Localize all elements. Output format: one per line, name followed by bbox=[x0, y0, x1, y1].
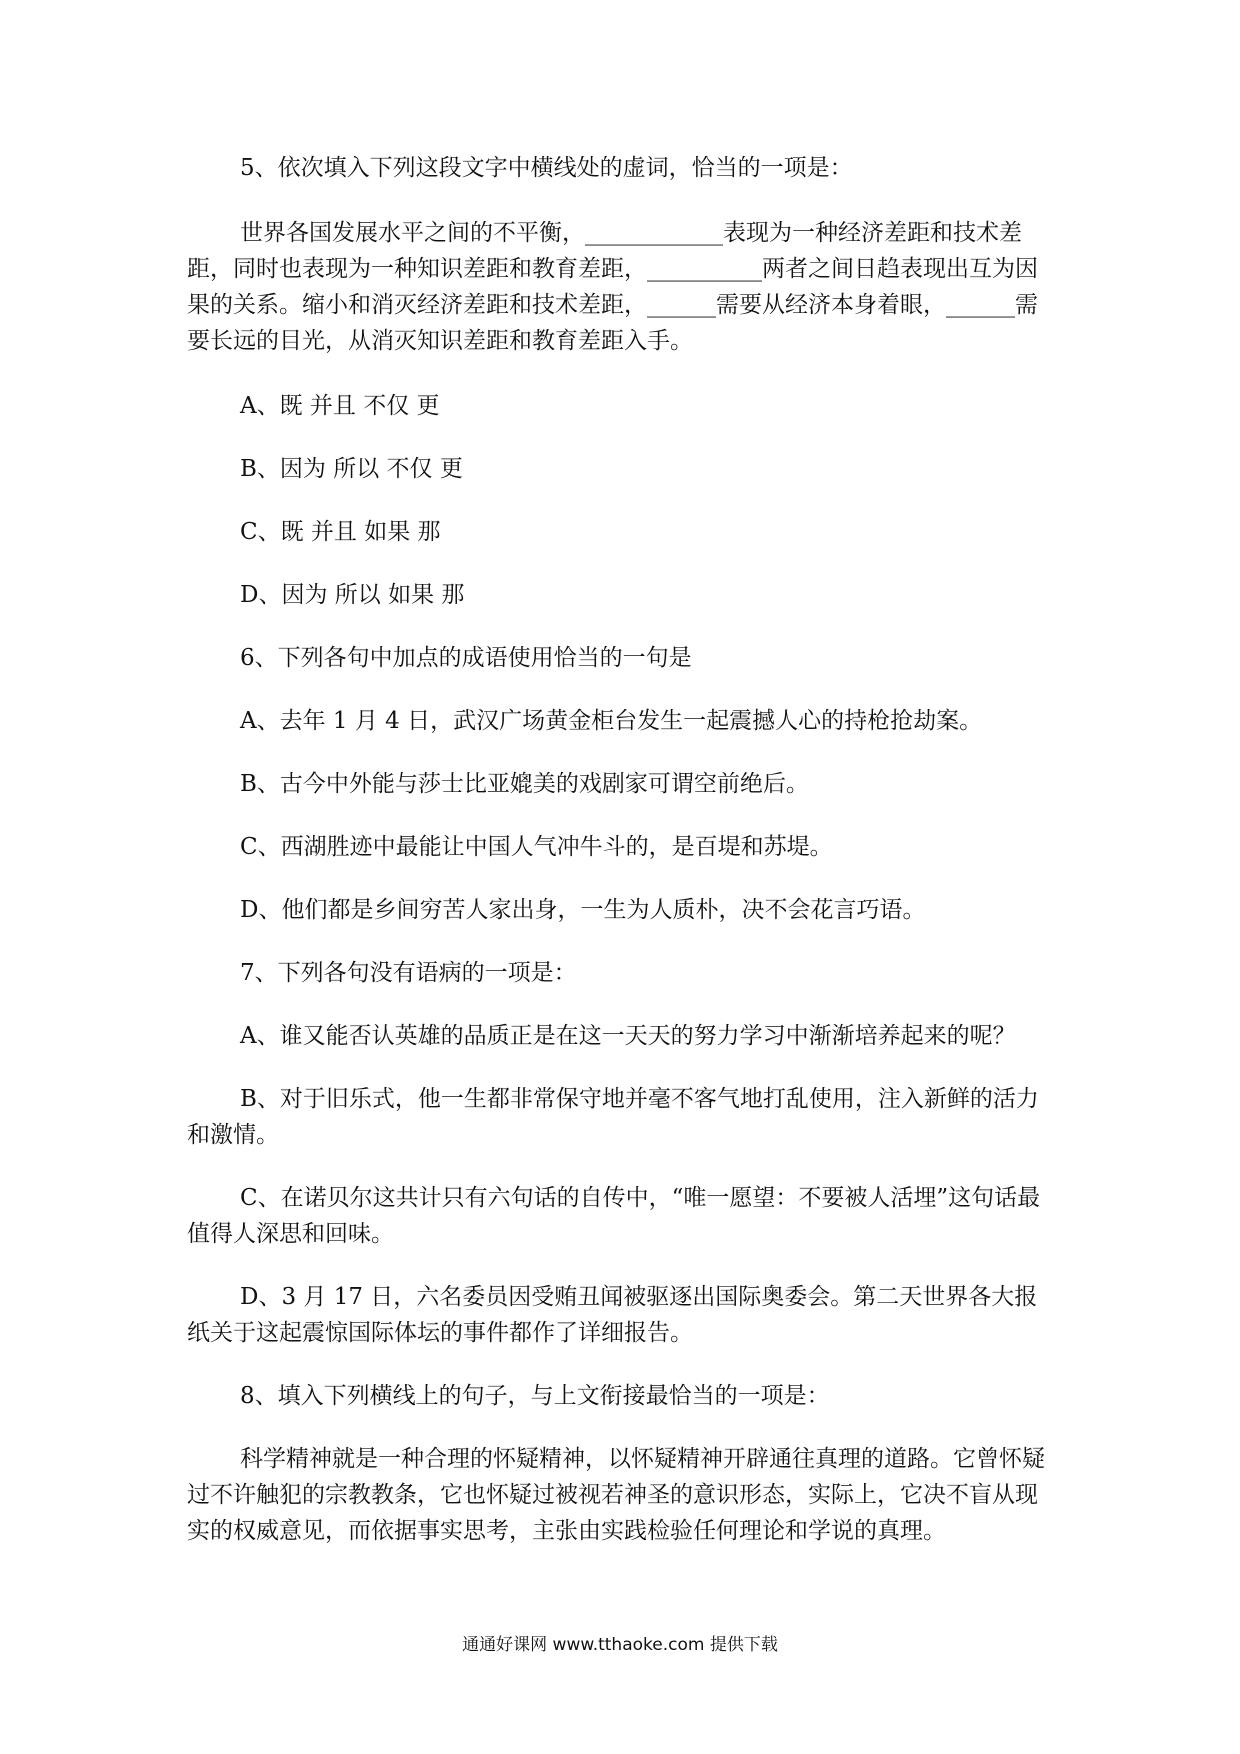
question-5-passage: 世界各国发展水平之间的不平衡，____________表现为一种经济差距和技术差距，同时也表现为一种知识差距和教育差距，__________两者之间日趋表现出互为因果的关系。缩小和消灭经济差距和技术差距，______需要从经济本身着眼，______需要长远的目光，从消灭知识差距和教育差距入手。 bbox=[187, 220, 1038, 354]
question-6-option-a: A、去年 1 月 4 日，武汉广场黄金柜台发生一起震撼人心的持枪抢劫案。 bbox=[240, 708, 983, 734]
question-7-option-a: A、谁又能否认英雄的品质正是在这一天天的努力学习中渐渐培养起来的呢？ bbox=[240, 1023, 1016, 1049]
question-6-option-c: C、西湖胜迹中最能让中国人气冲牛斗的，是百堤和苏堤。 bbox=[240, 834, 833, 860]
question-5-option-b: B、因为 所以 不仅 更 bbox=[240, 456, 463, 482]
page-footer: 通通好课网 www.tthaoke.com 提供下载 bbox=[462, 1635, 778, 1655]
question-7-option-b: B、对于旧乐式，他一生都非常保守地并毫不客气地打乱使用，注入新鲜的活力和激情。 bbox=[187, 1086, 1039, 1148]
question-8-stem: 8、填入下列横线上的句子，与上文衔接最恰当的一项是： bbox=[240, 1383, 830, 1409]
question-8-passage: 科学精神就是一种合理的怀疑精神，以怀疑精神开辟通往真理的道路。它曾怀疑过不许触犯的宗教教条，它也怀疑过被视若神圣的意识形态，实际上，它决不盲从现实的权威意见，而依据事实思考，主张由实践检验任何理论和学说的真理。 bbox=[187, 1446, 1045, 1544]
question-7-stem: 7、下列各句没有语病的一项是： bbox=[240, 960, 577, 986]
question-6-option-b: B、古今中外能与莎士比亚媲美的戏剧家可谓空前绝后。 bbox=[240, 771, 809, 797]
question-6-stem: 6、下列各句中加点的成语使用恰当的一句是 bbox=[240, 645, 692, 671]
question-5-option-a: A、既 并且 不仅 更 bbox=[240, 393, 440, 419]
page-content bbox=[187, 150, 1057, 1549]
question-5-stem: 5、依次填入下列这段文字中横线处的虚词，恰当的一项是： bbox=[240, 155, 853, 181]
question-5-option-d: D、因为 所以 如果 那 bbox=[240, 582, 465, 608]
question-7-option-c: C、在诺贝尔这共计只有六句话的自传中，“唯一愿望：不要被人活埋”这句话最值得人深思和回味。 bbox=[187, 1185, 1041, 1247]
question-6-option-d: D、他们都是乡间穷苦人家出身，一生为人质朴，决不会花言巧语。 bbox=[240, 897, 926, 923]
question-5-option-c: C、既 并且 如果 那 bbox=[240, 519, 441, 545]
question-7-option-d: D、3 月 17 日，六名委员因受贿丑闻被驱逐出国际奥委会。第二天世界各大报纸关于这起震惊国际体坛的事件都作了详细报告。 bbox=[187, 1284, 1038, 1346]
